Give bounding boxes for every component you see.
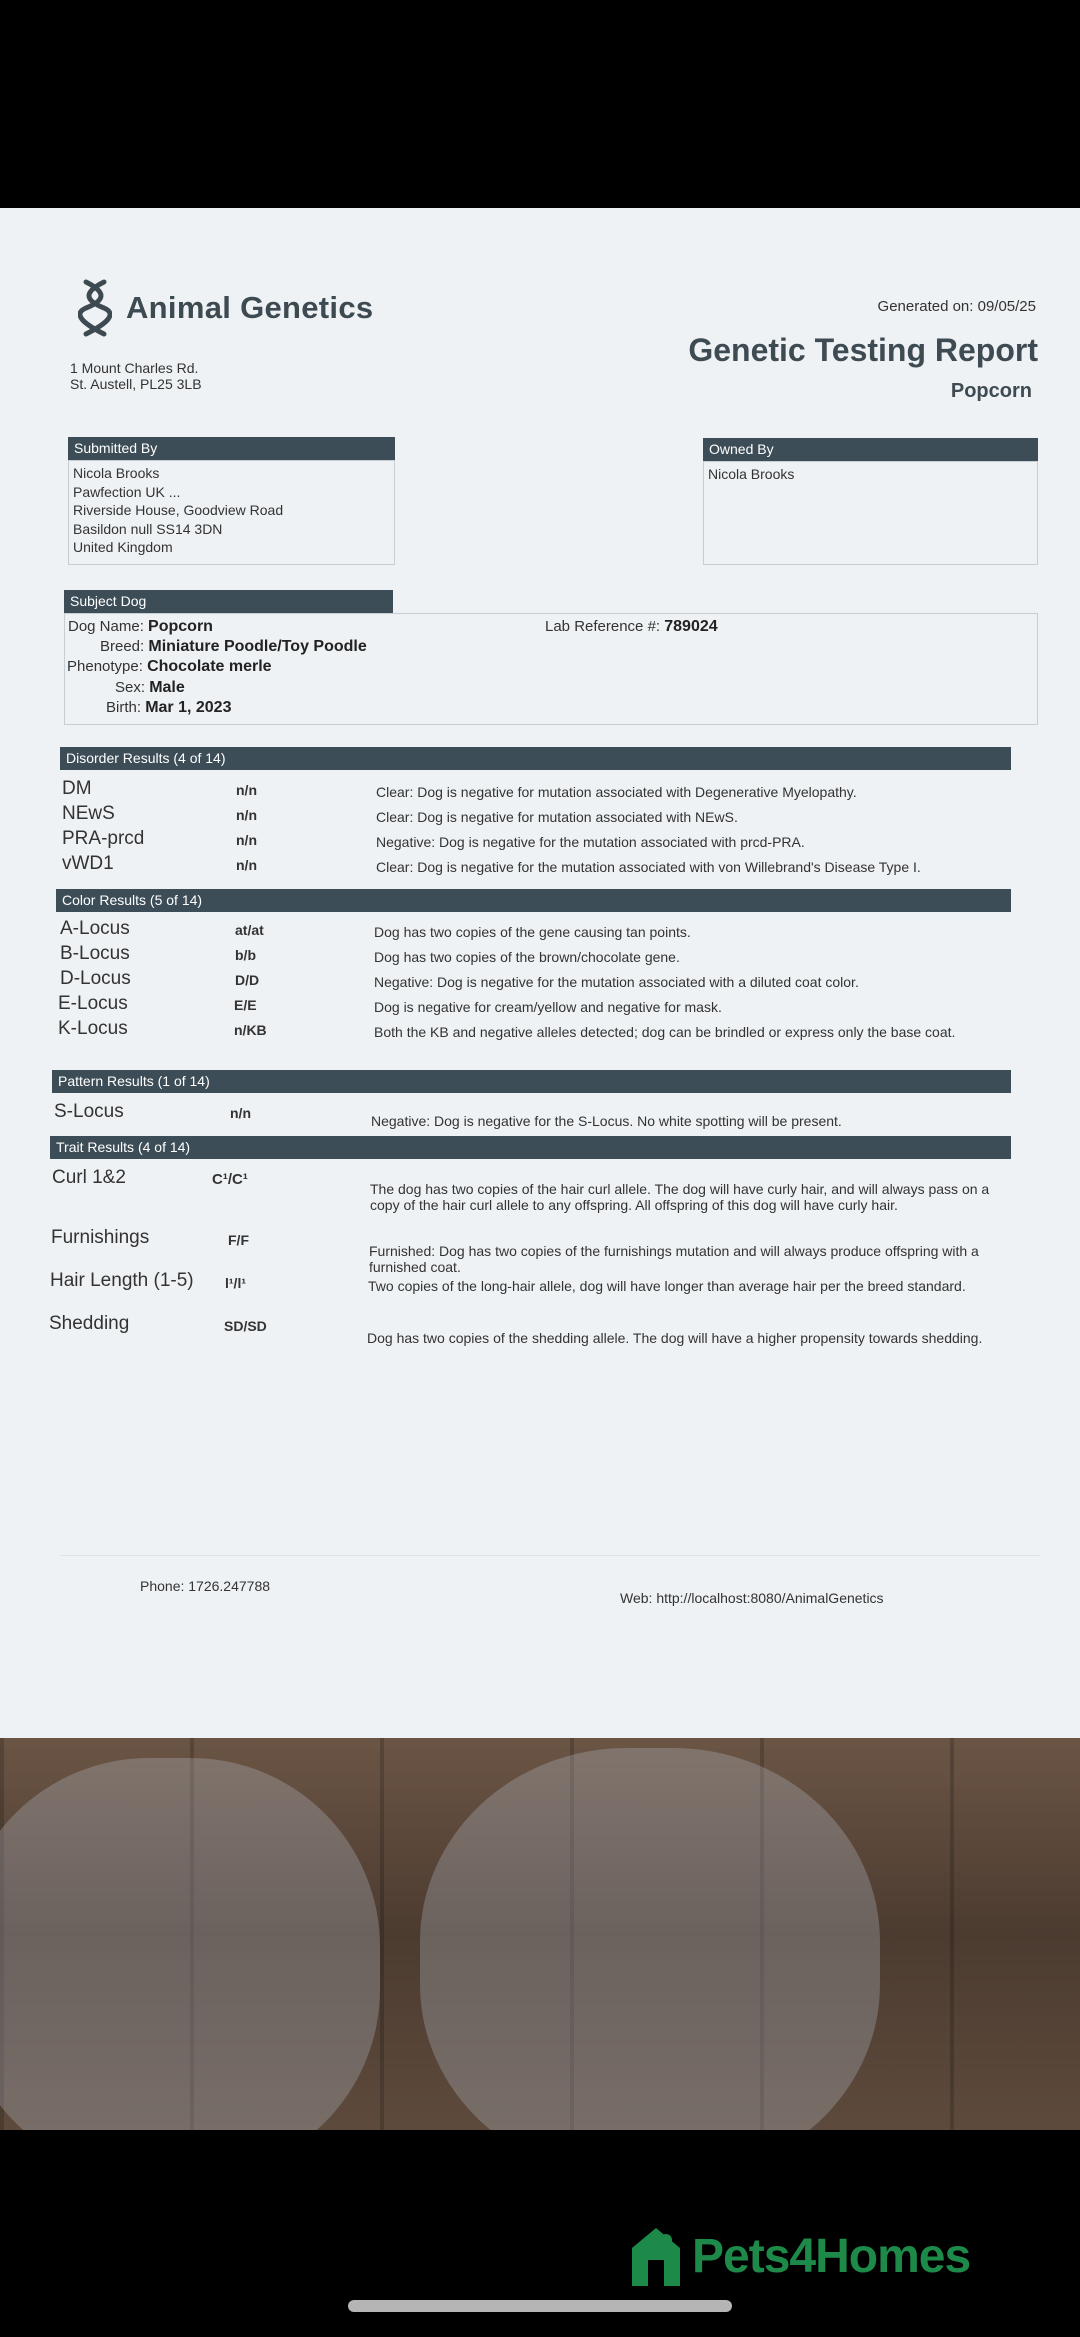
dna-helix-icon	[78, 278, 112, 338]
background-floor	[0, 1738, 1080, 2130]
pattern-results-heading: Pattern Results (1 of 14)	[52, 1070, 1011, 1093]
table-row: K-Locus n/KB Both the KB and negative alleles detected; dog can be brindled or express only the base coat.	[58, 1018, 956, 1040]
subject-birth: Birth: Mar 1, 2023	[106, 699, 232, 716]
table-row: Hair Length (1-5) l¹/l¹ Two copies of the long-hair allele, dog will have longer than average hair per the breed standard.	[50, 1270, 966, 1294]
table-row: vWD1 n/n Clear: Dog is negative for the mutation associated with von Willebrand's Disease Type I.	[62, 853, 921, 875]
footer-divider	[60, 1555, 1040, 1556]
table-row: D-Locus D/D Negative: Dog is negative for the mutation associated with a diluted coat color.	[60, 968, 859, 990]
shadow-shape	[420, 1748, 880, 2130]
generated-date: Generated on: 09/05/25	[877, 298, 1036, 315]
home-indicator[interactable]	[348, 2300, 732, 2312]
watermark-text: Pets4Homes	[692, 2229, 971, 2283]
owned-by-box: Nicola Brooks	[703, 461, 1038, 565]
trait-results-heading: Trait Results (4 of 14)	[50, 1136, 1011, 1159]
lab-reference: Lab Reference #: 789024	[545, 618, 718, 635]
subject-breed: Breed: Miniature Poodle/Toy Poodle	[100, 638, 367, 655]
subject-phenotype: Phenotype: Chocolate merle	[67, 658, 272, 675]
submitted-by-heading: Submitted By	[68, 437, 395, 460]
table-row: Shedding SD/SD Dog has two copies of the shedding allele. The dog will have a higher propensity towards shedding.	[49, 1313, 983, 1346]
owned-by-heading: Owned By	[703, 438, 1038, 461]
lab-website: Web: http://localhost:8080/AnimalGenetics	[620, 1590, 884, 1606]
pets4homes-watermark	[626, 2222, 970, 2290]
shadow-shape	[0, 1758, 380, 2130]
table-row: B-Locus b/b Dog has two copies of the brown/chocolate gene.	[60, 943, 680, 965]
report-dog-name: Popcorn	[950, 380, 1032, 402]
table-row: E-Locus E/E Dog is negative for cream/yellow and negative for mask.	[58, 993, 722, 1015]
table-row: NEwS n/n Clear: Dog is negative for mutation associated with NEwS.	[62, 803, 738, 825]
report-title: Genetic Testing Report	[688, 332, 1038, 368]
table-row: A-Locus at/at Dog has two copies of the gene causing tan points.	[60, 918, 691, 940]
table-row: PRA-prcd n/n Negative: Dog is negative for the mutation associated with prcd-PRA.	[62, 828, 805, 850]
color-results-heading: Color Results (5 of 14)	[56, 889, 1011, 912]
submitted-by-box: Nicola Brooks Pawfection UK ... Riverside House, Goodview Road Basildon null SS14 3DN United Kingdom	[68, 460, 395, 565]
subject-dog-heading: Subject Dog	[64, 590, 393, 613]
brand-logo	[78, 278, 373, 338]
brand-name: Animal Genetics	[126, 290, 374, 325]
disorder-results-heading: Disorder Results (4 of 14)	[60, 747, 1011, 770]
table-row: S-Locus n/n Negative: Dog is negative for the S-Locus. No white spotting will be present.	[54, 1101, 842, 1129]
dog-house-icon	[626, 2222, 686, 2290]
table-row: DM n/n Clear: Dog is negative for mutation associated with Degenerative Myelopathy.	[62, 778, 857, 800]
table-row: Curl 1&2 C¹/C¹ The dog has two copies of the hair curl allele. The dog will have curly hair, and will always pass on a copy of the hair curl allele to any offspring. All offspring of this dog will have curly hair.	[52, 1167, 990, 1213]
table-row: Furnishings F/F Furnished: Dog has two copies of the furnishings mutation and will always produce offspring with a furnished coat.	[51, 1227, 979, 1275]
lab-address: 1 Mount Charles Rd. St. Austell, PL25 3LB	[70, 360, 202, 392]
subject-sex: Sex: Male	[115, 679, 185, 696]
lab-phone: Phone: 1726.247788	[140, 1578, 271, 1594]
subject-name: Dog Name: Popcorn	[68, 618, 213, 635]
